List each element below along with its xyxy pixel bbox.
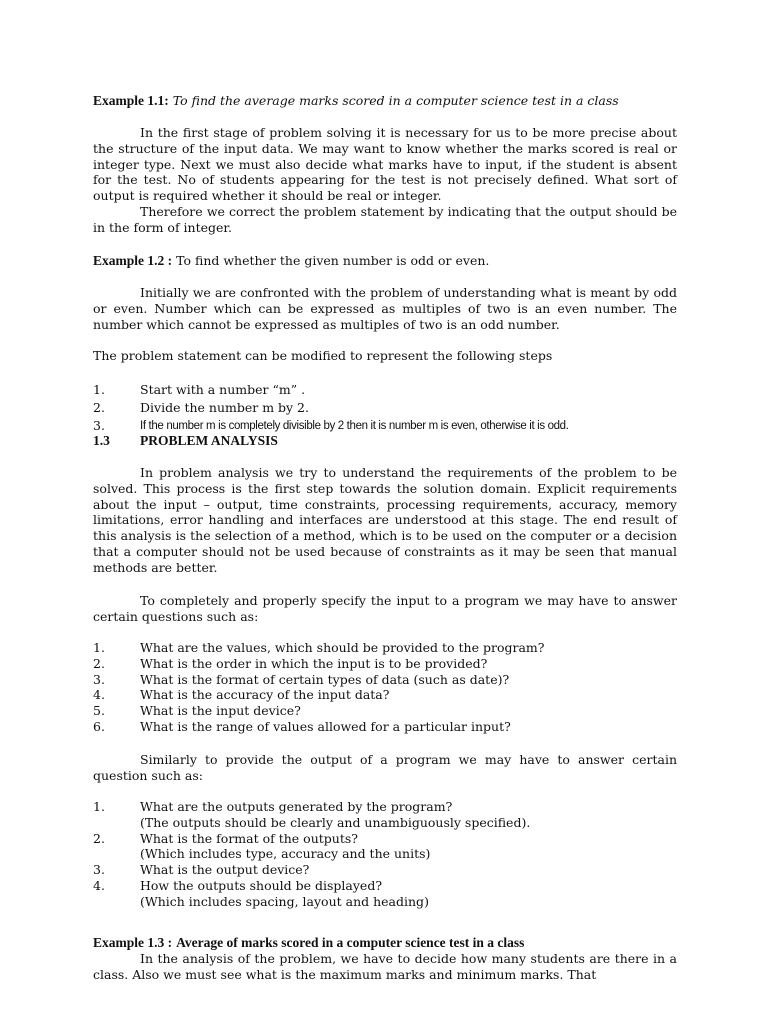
list-subtext: (Which includes spacing, layout and heading)	[140, 893, 429, 909]
example-title: To find whether the given number is odd or even.	[176, 253, 490, 268]
list-number: 2.	[93, 655, 105, 671]
example-1-2-body	[93, 285, 677, 332]
list-number: 2.	[93, 830, 105, 846]
list-text: What is the range of values allowed for a particular input?	[140, 718, 511, 734]
example-1-3-heading	[93, 935, 677, 951]
list-number: 1.	[93, 799, 105, 814]
list-number: 1.	[93, 382, 105, 397]
list-item	[93, 687, 677, 703]
list-item	[93, 862, 677, 878]
example-1-2-lead	[93, 348, 677, 364]
section-number: 1.3	[93, 433, 110, 448]
list-item	[93, 656, 677, 672]
list-text: If the number m is completely divisible by 2 then it is number m is even, otherwise it is odd.	[140, 420, 569, 432]
paragraph: In the analysis of the problem, we have to decide how many students are there in a class. Also we must see what is the maximum marks and minimum marks. That	[93, 951, 677, 982]
example-label: Example 1.1:	[93, 93, 169, 108]
list-number: 3.	[93, 418, 105, 433]
list-subtext: (The outputs should be clearly and unambiguously specified).	[140, 814, 531, 830]
list-text: What are the values, which should be provided to the program?	[140, 640, 545, 655]
output-lead	[93, 752, 677, 784]
input-lead	[93, 593, 677, 625]
list-item	[93, 799, 677, 831]
example-1-2-heading	[93, 253, 677, 269]
list-text: Divide the number m by 2.	[140, 400, 309, 415]
example-1-1-body	[93, 125, 677, 236]
list-text: How the outputs should be displayed?	[140, 877, 383, 893]
example-1-3-body	[93, 951, 677, 983]
list-text: What is the format of the outputs?	[140, 830, 358, 846]
paragraph: In problem analysis we try to understand the requirements of the problem to be solved. This process is the first step towards the solution domain. Explicit requirements about the input – output, time constraints, processing requirements, accuracy, memory limitations, error handling and interfaces are understood at this stage. The end result of this analysis is the selection of a method, which is to be used on the computer or a decision that a computer should not be used because of constraints as it may be seen that manual methods are better.	[93, 465, 677, 575]
list-item	[93, 640, 677, 656]
list-text: What is the output device?	[140, 862, 310, 878]
list-text: What is the format of certain types of data (such as date)?	[140, 671, 510, 687]
example-1-1-heading	[93, 93, 677, 109]
list-item	[93, 399, 677, 417]
list-item	[93, 381, 677, 399]
example-title: Average of marks scored in a computer science test in a class	[176, 935, 525, 950]
list-number: 4.	[93, 687, 105, 703]
paragraph: To completely and properly specify the input to a program we may have to answer certain questions such as:	[93, 593, 677, 624]
list-item	[93, 831, 677, 863]
list-number: 1.	[93, 640, 105, 655]
paragraph: Similarly to provide the output of a program we may have to answer certain question such as:	[93, 752, 677, 783]
list-text: Start with a number “m” .	[140, 382, 306, 397]
list-number: 4.	[93, 877, 105, 893]
paragraph: The problem statement can be modified to represent the following steps	[93, 348, 553, 363]
list-text: What is the accuracy of the input data?	[140, 687, 390, 703]
paragraph: Initially we are confronted with the problem of understanding what is meant by odd or even. Number which can be expressed as multiples of two is an even number. The number which cannot be expressed as multiples of two is an odd number.	[93, 285, 677, 332]
section-title: PROBLEM ANALYSIS	[140, 433, 278, 448]
list-text: What is the input device?	[140, 703, 301, 719]
list-subtext: (Which includes type, accuracy and the units)	[140, 846, 431, 862]
list-item	[93, 672, 677, 688]
list-item	[93, 878, 677, 910]
list-text: What is the order in which the input is to be provided?	[140, 655, 488, 671]
input-questions-list	[93, 640, 677, 735]
list-number: 5.	[93, 703, 105, 719]
section-heading	[93, 433, 278, 449]
list-number: 3.	[93, 671, 105, 687]
list-number: 3.	[93, 862, 105, 878]
example-title: To find the average marks scored in a computer science test in a class	[172, 93, 619, 108]
example-label: Example 1.3 :	[93, 935, 173, 950]
steps-list	[93, 381, 677, 435]
paragraph: Therefore we correct the problem statement by indicating that the output should be in the form of integer.	[93, 203, 677, 235]
list-item	[93, 719, 677, 735]
list-text: What are the outputs generated by the program?	[140, 799, 453, 814]
section-body	[93, 465, 677, 576]
paragraph: In the first stage of problem solving it is necessary for us to be more precise about the structure of the input data. We may want to know whether the marks scored is real or integer type. Next we must also decide what marks have to input, if the student is absent for the test. No of students appearing for the test is not precisely defined. What sort of output is required whether it should be real or integer.	[93, 125, 677, 204]
list-number: 6.	[93, 718, 105, 734]
example-label: Example 1.2 :	[93, 253, 173, 268]
output-questions-list	[93, 799, 677, 910]
list-number: 2.	[93, 400, 105, 415]
list-item	[93, 703, 677, 719]
